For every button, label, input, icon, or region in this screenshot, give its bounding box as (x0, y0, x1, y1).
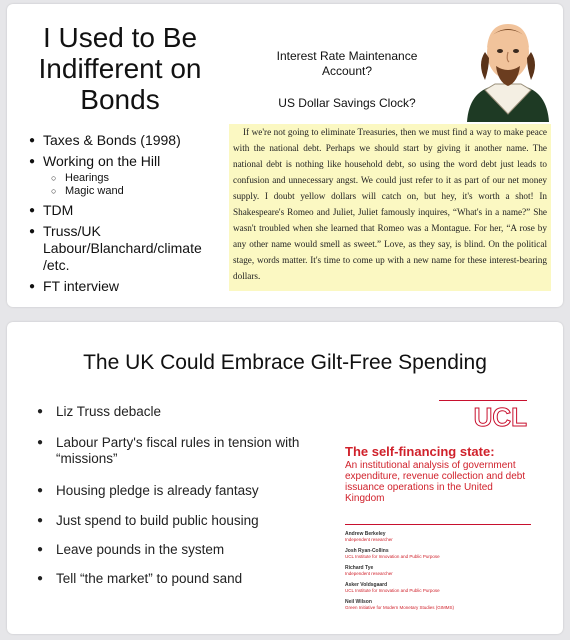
bullet-item: ● Working on the Hill ○ Hearings ○ Magic wand (29, 153, 229, 198)
bullet-item: ● TDM (29, 202, 229, 219)
bullet-item: ● Just spend to build public housing (33, 513, 259, 529)
question-interest-rate: Interest Rate Maintenance Account? (276, 49, 418, 78)
author-entry: Asker Voldsgaard UCL Institute for Innovation and Public Purpose (345, 582, 440, 593)
shakespeare-portrait-icon (463, 18, 553, 122)
logo-rule (439, 400, 527, 401)
bullet-item: ● Labour Party's fiscal rules in tension with “missions” (33, 435, 303, 467)
author-entry: Andrew Berkeley Independent researcher (345, 531, 393, 542)
bullet-item: ● Taxes & Bonds (1998) (29, 132, 229, 149)
question-savings-clock: US Dollar Savings Clock? (278, 96, 416, 110)
author-entry: Josh Ryan-Collins UCL Institute for Innovation and Public Purpose (345, 548, 440, 559)
ucl-logo: UCL (473, 402, 527, 432)
sub-bullet-item: ○ Magic wand (43, 185, 229, 198)
slide-1 (7, 4, 563, 307)
paper-subtitle: An institutional analysis of government expenditure, revenue collection and debt issuance operations in the United Kingdom (345, 460, 526, 504)
bullet-item: ● FT interview (29, 278, 229, 295)
slide-2 (7, 322, 563, 634)
bullet-item: ● Truss/UK Labour/Blanchard/climate /etc. (29, 223, 229, 274)
book-quote: If we're not going to eliminate Treasuries, then we must find a way to make peace with the national debt. Perhaps we should start by giving it another name. The national debt is nothing like household debt, so using the word debt just leads to confusion and unnecessary angst. We could just refer to it as part of our net money supply. I doubt yellow dollars will catch on, but hey, it's worth a shot! In Shakespeare's Romeo and Juliet, Juliet famously inquires, “What's in a name?” She wasn't troubled when she learned that Romeo was a Montague. For her, “A rose by any other name would smell as sweet.” Love, as they say, is blind. On the political stage, words matter. It's time to come up with a new name for these interest-bearing dollars. (229, 124, 551, 291)
paper-cover (337, 394, 537, 624)
slide-1-title: I Used to Be Indifferent on Bonds (38, 22, 202, 115)
bullet-item: ● Housing pledge is already fantasy (33, 483, 259, 499)
author-entry: Neil Wilson Green Initiative for Modern Monetary Studies (GIMMS) (345, 599, 455, 610)
paper-title: The self-financing state: (345, 444, 495, 459)
bullet-item: ● Leave pounds in the system (33, 542, 224, 558)
slide-2-title: The UK Could Embrace Gilt-Free Spending (83, 351, 487, 374)
sub-bullet-list (43, 172, 229, 198)
author-list (345, 531, 535, 616)
bullet-item: ● Tell “the market” to pound sand (33, 571, 242, 587)
slide-1-bullet-list (29, 132, 229, 299)
bullet-item: ● Liz Truss debacle (33, 404, 161, 420)
author-entry: Richard Tye Independent researcher (345, 565, 393, 576)
paper-divider (345, 524, 531, 525)
sub-bullet-item: ○ Hearings (43, 172, 229, 185)
